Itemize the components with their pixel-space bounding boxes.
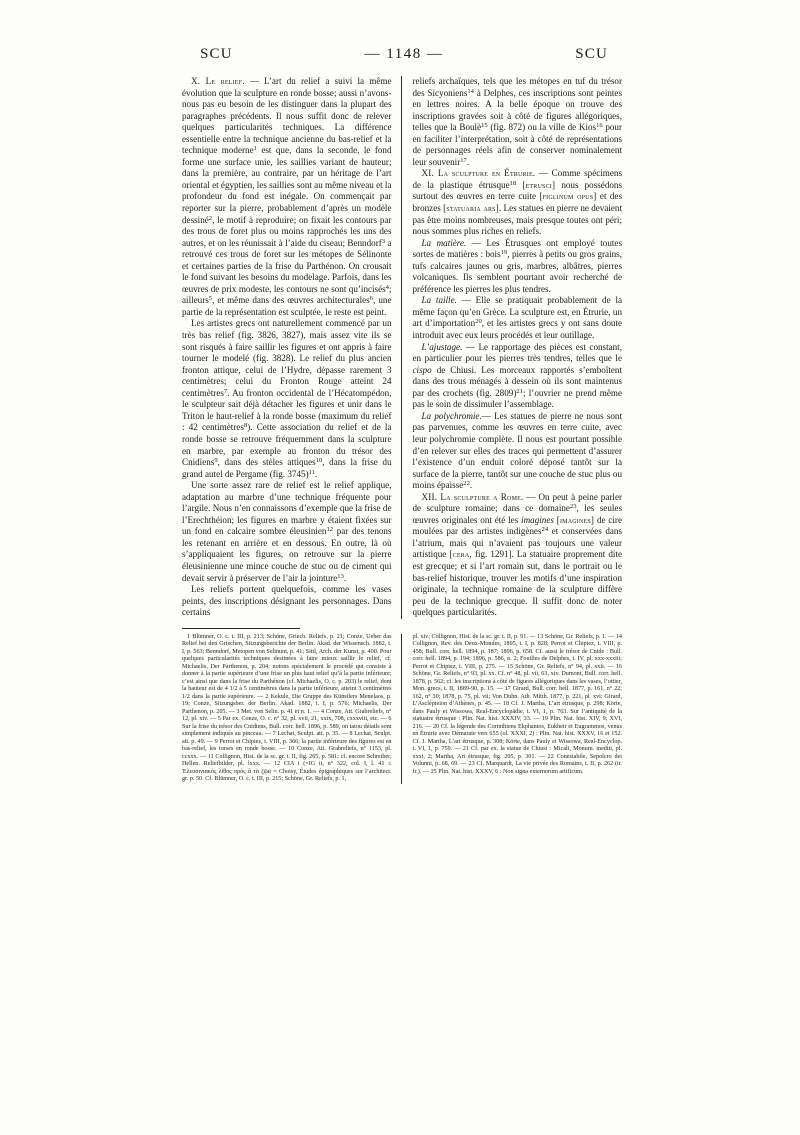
footnote-ref: 23 <box>569 503 577 511</box>
footnote-ref: 9 <box>214 457 218 465</box>
paragraph-reliefs-archaiques: reliefs archaïques, tels que les métopes en tuf du trésor des Sicyoniens$^{14}$ à Delphes, ces inscriptions sont peintes en lettres noires. A la belle époque on trouve des inscriptions gravées soit à côté de figures allégoriques, telles que la Boulè$^{15}$ (fig. 872) ou la ville de Kios$^{16}$ pour en faciliter l’interprétation, soit à côté de représentations de personnages réels afin de conserver nominalement leur souvenir$^{17}$. <box>412 76 622 167</box>
footnote-ref: 7 <box>223 387 228 395</box>
page-folio-number: — 1148 — <box>364 46 444 62</box>
subsection-heading-polychromie: La polychromie. <box>421 410 482 421</box>
paragraph-sculpture-etrurie: XI. La sculpture en Étrurie. — Comme spécimens de la plastique étrusque$^{18}$ [etrusci] nous possédons surtout des œuvres en terre cuite [figlinum opus] et des bronzes [statuaria ars]. Les statues en pierre ne devaient pas être moins nombreuses, mais presque toutes ont péri; nous sommes plus riches en reliefs. <box>412 168 623 237</box>
subsection-heading-matiere: La matière. <box>421 237 467 248</box>
footnote-ref: 8 <box>243 422 248 430</box>
paragraph-la-taille: La taille. — Elle se pratiquait probablement de la même façon qu’en Grèce. La sculpture est, en Étrurie, un art d’importation$^{20}$, et les artistes grecs y ont sans doute introduit avec eux leurs procédés et leur outillage. <box>412 295 623 341</box>
footnote-ref: 18 <box>509 179 517 187</box>
paragraph-la-polychromie: La polychromie.— Les statues de pierre ne nous sont pas parvenues, comme les œuvres en terre cuite, avec leur polychromie complète. Il nous est pourtant possible d’en relever sur elles des traces qui permettent d’assurer l’existence d’un enduit coloré déposé tantôt sur la surface de la pierre, tantôt sur une couche de stuc plus ou moins épaisse$^{22}$. <box>412 410 622 491</box>
subsection-heading-taille: La taille. <box>421 295 457 306</box>
running-head <box>182 46 622 63</box>
paragraph-sculpture-rome: XII. La sculpture a Rome. — On peut à peine parler de sculpture romaine; dans ce domaine$^{23}$, les seules œuvres originales ont été les imagines [imagines] de cire moulées par des artistes indigènes$^{24}$ et conservées dans l’atrium, mais qui n’avaient pas toujours une valeur artistique [cera, fig. 1291]. La statuaire proprement dite est grecque; et si l’art romain sut, dans le portrait ou le bas-relief historique, trouver les motifs d’une inspiration originale, la technique romaine de la sculpture diffère peu de la technique grecque. Il suffit donc de noter quelques particularités. <box>412 491 623 618</box>
footnote-ref: 14 <box>467 87 474 95</box>
footnote-ref: 17 <box>460 156 467 164</box>
footnote-ref: 20 <box>475 318 482 326</box>
column-right <box>402 76 623 619</box>
cross-reference-cera: [cera, <box>449 549 472 560</box>
footnote-ref: 12 <box>326 526 334 534</box>
footnote-separator-rule <box>182 628 300 629</box>
cross-reference-figlinum-opus: [figlinum opus] <box>539 191 597 202</box>
footnote-ref: 3 <box>381 237 386 245</box>
footnote-ref: 15 <box>481 122 488 130</box>
footnote-text: 1 Blümner, O. c. t. III, p. 213; Schöne, Griech. Reliefs, p. 21; Conze, Ueber das Relief bei den Griechen, Sitzungsberichte der Berlin. Akad. der Wissensch. 1882, t. I, p. 563; Benndorf, Metopen von Selinunt, p. 41; Sittl, Arch. der Kunst, p. 400. Pour quelques particularités techniques destinées à faire mieux saillir le relief, cf. Michaelis, Der Parthenon, p. 204; notons spécialement le procédé qui consiste à donner à la partie supérieure d’une frise un plus haut relief qu’à la partie inférieure; c’est ainsi que dans la frise du Parthénon (cf. Michaelis, O. c. p. 203) le relief, dont la hauteur est de 4 1/2 à 5 centimètres dans la partie inférieure, atteint 3 centimètres 1/2 dans la partie supérieure. — 2 Kekule, Die Gruppe des Künstlers Menelaos, p. 19; Conze, Sitzungsber. der Berlin. Akad. 1882, t. I, p. 576; Michaelis, Der Parthenon, p. 205. — 3 Met. von Selin. p. 41 et n. 1. — 4 Conze, Att. Grabreliefs, n° 12, pl. xiv. — 5 Par ex. Conze, O. c. n° 32, pl. xvii, 21, xxix, 708, cxxxviii, etc. — 6 Sur la frise du trésor des Cnidiens, Bull. corr. hell. 1896, p. 589, on tatou détails sont simplement indiqués au pinceau. — 7 Lechat, Sculpt. att. p. 35. — 8 Lechat, Sculpt. att. p. 49. — 9 Perrot et Chipiez, t. VIII, p. 366; la partie inférieure des figures est en bas-relief, les torses en ronde bosse. — 10 Conze, Att. Grabreliefs, n° 1153, pl. ccxxx. — 11 Collignon, Hist. de la sc. gr. t. II, fig. 265, p. 581; cf. encore Schreiber, Hellen. Reliefbilder, pl. lxxx. — 12 CIA i (=IG ii, n° 322, col. I, l. 41 ≤ Ἐλευσινιακὸς λίθος πρὸς ἃ τὰ ζῷα = Choisy, Études épigraphiques sur l’architect. gr. p. 50. Cf. Blümner, O. c. t. III, p. 215; Schöne, Gr. Reliefs, p. 1, <box>182 633 392 783</box>
footnote-ref: 4 <box>385 283 389 291</box>
footnote-ref: 11 <box>308 468 315 476</box>
footnote-column-right <box>402 634 623 784</box>
cross-reference-statuaria-ars: [statuaria ars] <box>443 203 499 214</box>
two-column-body <box>182 76 622 619</box>
italic-term-imagines: imagines <box>521 514 554 525</box>
footnote-ref: 1 <box>253 145 257 153</box>
paragraph-artistes-grecs: Les artistes grecs ont naturellement commencé par un très bas relief (fig. 3826, 3827), mais assez vite ils se sont risqués à faire saillir les figures et ont appris à faire tourner le modelé (fig. 3828). Le relief du plus ancien fronton attique, celui de l’Hydre, dépasse rarement 3 centimètres; celui du Fronton Rouge atteint 24 centimètres$^7$. Au fronton occidental de l’Hécatompédon, le sculpteur sait déjà détacher les figures et unir dans le Triton le haut-relief à la ronde bosse (maximum du relief : 42 centimètres$^8$). Cette association du relief et de la ronde bosse se retrouve fréquemment dans la sculpture en marbre, par exemple au fronton du trésor des Cnidiens$^9$, dans des stèles attiques$^{10}$, dans la frise du grand autel de Pergame (fig. 3745)$^{11}$. <box>182 318 392 479</box>
footnote-ref: 22 <box>463 480 470 488</box>
footnote-column-left <box>182 634 401 784</box>
subsection-heading-ajustage: L’ajustage. <box>421 341 463 352</box>
footnote-ref: 10 <box>315 457 323 465</box>
page-content <box>182 46 622 784</box>
footnote-ref: 6 <box>369 295 374 303</box>
footnote-block <box>182 634 622 784</box>
paragraph-relief-applique: Une sorte assez rare de relief est le relief applique, adaptation au marbre d’une technique fréquente pour l’argile. Nous n’en connaissons d’exemple que la frise de l’Erechthéion; les figures en marbre y étaient fixées sur un fond en calcaire sombre éleusinien$^{12}$ par des tenons les retenant en arrière et en dessous. En outre, là où s’appliquaient les figures, on retrouve sur la pierre éleusinienne une mince couche de stuc ou de ciment qui devait servir à préserver de l’air la jointure$^{13}$. <box>182 480 392 583</box>
paragraph-la-matiere: La matière. — Les Étrusques ont employé toutes sortes de matières : bois$^{19}$, pierres à petits ou gros grains, tufs calcaires jaunes ou gris, marbres, albâtres, pierres volcaniques. Ils semblent pourtant avoir recherché de préférence les pierres les plus tendres. <box>412 237 623 294</box>
section-heading-rome: XII. La sculpture a Rome. <box>421 491 524 502</box>
footnote-ref: 16 <box>596 122 603 130</box>
section-heading-relief: X. Le relief. <box>191 76 245 86</box>
footnote-ref: 21 <box>516 387 523 395</box>
running-head-left: SCU <box>200 46 233 62</box>
footnote-ref: 19 <box>500 249 508 257</box>
paragraph-l-ajustage: L’ajustage. — Le rapportage des pièces est constant, en particulier pour les pierres très tendres, telles que le cispo de Chiusi. Les morceaux rapportés s’emboîtent dans des trous ménagés à dessein où ils sont maintenus par des crochets (fig. 2809)$^{21}$; l’ouvrier ne prend même pas le soin de dissimuler l’assemblage. <box>412 341 622 410</box>
footnote-ref: 24 <box>541 526 549 534</box>
column-left <box>182 76 401 619</box>
paragraph-reliefs-inscriptions: Les reliefs portent quelquefois, comme les vases peints, des inscriptions désignant les personnages. Dans certains <box>182 584 392 618</box>
section-heading-etrurie: XI. La sculpture en Étrurie. <box>421 168 536 179</box>
footnote-ref: 2 <box>208 214 213 222</box>
footnote-ref: 5 <box>208 295 213 303</box>
italic-term-cispo: cispo <box>412 364 432 375</box>
running-head-right: SCU <box>575 46 608 62</box>
cross-reference-etrusci: [etrusci] <box>522 179 556 190</box>
paragraph-relief: X. Le relief. — L’art du relief a suivi la même évolution que la sculpture en ronde bosse; aussi n’avons-nous pas eu besoin de les distinguer dans la plupart des paragraphes précédents. Il nous suffit donc de relever quelques particularités techniques. La différence essentielle entre la technique ancienne du bas-relief et la technique moderne$^1$ est que, dans la seconde, le fond forme une surface unie, les saillies variant de hauteur; dans la première, au contraire, par un héritage de l’art oriental et égyptien, les saillies sont au même niveau et la profondeur du fond est inégale. On commençait par reporter sur la pierre, probablement d’après un modèle dessiné$^2$, le motif à reproduire; on fixait les contours par des trous de foret plus ou moins rapprochés les uns des autres, et on les réunissait à l’aide du ciseau; Benndorf$^3$ a retrouvé ces trous de foret sur les métopes de Sélinonte et certaines parties de la frise du Parthénon. On crousait le fond suivant les besoins du modelage. Parfois, dans les œuvres de prix modeste, les contours ne sont qu’incisés$^4$; ailleurs$^5$, et même dans des œuvres architecturales$^6$, une partie de la représentation est sculptée, le reste est peint. <box>182 76 392 317</box>
footnote-text: pl. xiv; Collignon, Hist. de la sc. gr. t. II, p. 91. — 13 Schöne, Gr. Reliefs, p. 1. — 14 Collignon, Rev. des Deux-Mondes, 1895, t. I, p. 828; Perrot et Chipiez, t. VIII, p. 458; Bull. corr. hell. 1894, p. 187; 1896, p. 658. Cf. aussi le trésor de Cnide : Bull. corr. hell. 1894, p. 194; 1896, p. 586, n. 2; Fouilles de Delphes, t. IV, pl. xxx-xxxiii; Perrot et Chipiez, t. VIII, p. 275. — 15 Schöne, Gr. Reliefs, n° 94, pl. xxii. — 16 Schöne, Gr. Reliefs, n° 93, pl. xx. Cf. n° 48, pl. vii, 63, xiv. Dumont, Bull. corr. hell. 1878, p. 562; cf. les inscriptions à côté de figures allégoriques dans les vases, l’ottier, Mon. grecs, t. II, 1889-90, p. 15. — 17 Girard, Bull. corr. hell. 1877, p. 161, n° 22; 162, n° 30; 1878, p. 75, pl. vii; Von Duhn. Ath. Mitth. 1877, p. 221, pl. xvi; Girard, L’Asclépieion d’Athènes, p. 45. — 18 Cf. J. Martha, L’art étrusque, p. 298; Körte, dans Pauly et Wissowa, Real-Encyclopädie, t. VI, 1, p. 763. Sur l’antiquité de la statuaire étrusque : Plin. Nat. hist. XXXIV, 33. — 19 Plin. Nat. hist. XIV, 9; XVI, 216. — 20 Cf. la légende des Corinthiens Ekphantos, Eukheir et Eugrammos, venus en Étrurie avec Démarate vers 655 (ol. XXXI, 2) : Plin. Nat. hist. XXXV, 16 et 152. Cf. J. Martha, L’art étrusque, p. 308; Körte, dans Pauly et Wissowa, Real-Encyclop. t. VI, 1, p. 759. — 21 Cf. par ex. la statue de Chiusi : Micali, Monum. inediti, pl. xxxi, 2; Martha, Art étrusque, fig. 205, p. 301. — 22 Conestabile, Sepolcro dei Volunni, p. 68, 69. — 23 Cf. Marquardt, La vie privée des Romains, t. II, p. 262 (tr. fr.). — 25 Plin. Nat. hist. XXXV, 6 : Non signa externorum artificum. <box>412 633 622 775</box>
cross-reference-imagines: [imagines] <box>556 514 595 525</box>
footnote-ref: 13 <box>337 572 344 580</box>
